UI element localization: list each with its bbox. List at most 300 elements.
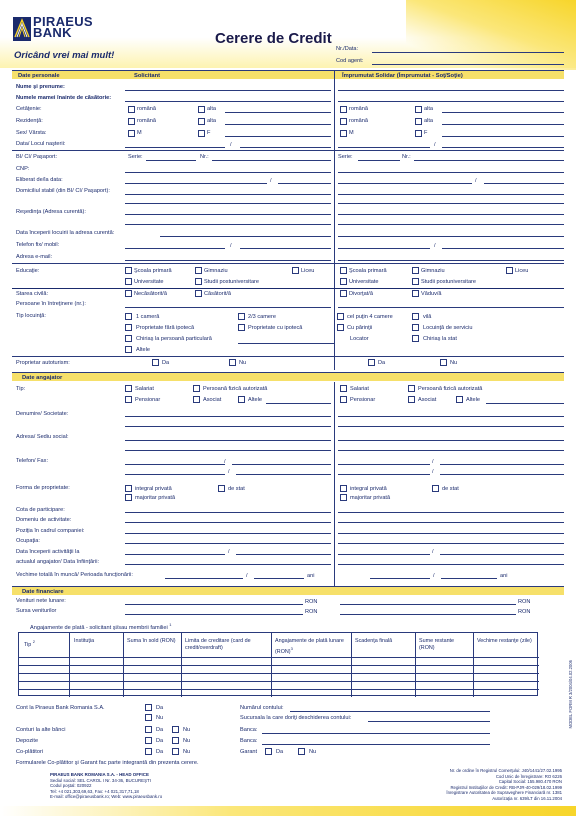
opt-alta-imp: alta: [424, 118, 434, 124]
checkbox-conturi-nu[interactable]: [172, 726, 179, 733]
field-fax-ang-imp[interactable]: [440, 464, 564, 465]
opt-coplatitori-nu: Nu: [183, 749, 191, 755]
field-telefon-fix[interactable]: [125, 248, 225, 249]
col-header-suma: Suma în sold (RON): [127, 638, 176, 644]
label-ron-imp: RON: [518, 609, 531, 615]
opt-scoala-imp: Şcoala primară: [349, 268, 387, 274]
opt-integral: integral privată: [135, 486, 172, 492]
checkbox-cont-da[interactable]: [145, 704, 152, 711]
label-actualul: actualul angajator/ Data înfiinţării:: [16, 559, 100, 565]
checkbox-altele-ang[interactable]: [238, 396, 245, 403]
field-varsta-imp[interactable]: [442, 136, 564, 137]
opt-vila: vilă: [423, 314, 432, 320]
field-nume-mamei[interactable]: [125, 101, 331, 102]
opt-o-camera: 1 cameră: [136, 314, 160, 320]
opt-universitate-imp: Universitate: [349, 279, 379, 285]
label-tip-angajator: Tip:: [16, 386, 26, 392]
field-venituri[interactable]: [125, 604, 303, 605]
slash: /: [475, 178, 477, 184]
formulare-note: Formularele Co-plătitor şi Garant fac parte integrantă din prezenta cerere.: [16, 760, 199, 766]
opt-salariat: Salariat: [135, 386, 154, 392]
col-angajamente-text: Angajamente de plată lunare (RON): [275, 638, 344, 655]
col-header-scadenta: Scadenţa finală: [355, 638, 393, 644]
field-data-locuirii-imp[interactable]: [338, 236, 564, 237]
slash: /: [432, 469, 434, 475]
checkbox-cont-nu[interactable]: [145, 714, 152, 721]
field-email-imp[interactable]: [338, 260, 564, 261]
field-domiciliu-imp[interactable]: [338, 194, 564, 195]
field-domiciliu-imp-2[interactable]: [338, 203, 564, 204]
slogan: Oricând vrei mai mult!: [14, 50, 115, 61]
column-solicitant: Solicitant: [134, 72, 161, 79]
field-pozitia-imp[interactable]: [338, 533, 564, 534]
label-numar-cont: Numărul contului:: [240, 705, 284, 711]
table-row[interactable]: [19, 665, 539, 666]
field-denumire-imp-2[interactable]: [338, 426, 564, 427]
label-stare-civila: Starea civilă:: [16, 291, 49, 297]
opt-patru-camere: cel puţin 4 camere: [347, 314, 393, 320]
field-perioada[interactable]: [254, 578, 304, 579]
obligations-table: [18, 632, 538, 696]
opt-locator: Locator: [350, 336, 369, 342]
field-telefon-ang[interactable]: [125, 464, 225, 465]
checkbox-vaduv[interactable]: [412, 290, 419, 297]
opt-coplatitori-da: Da: [156, 749, 164, 755]
table-row[interactable]: [19, 657, 539, 658]
checkbox-pensionar-imp[interactable]: [340, 396, 347, 403]
field-serie[interactable]: [146, 160, 196, 161]
field-nume-imp[interactable]: [338, 90, 564, 91]
footer-left-line: Sediul social: SEL CAROL I Nr. 34-36, BUCUREŞTI: [50, 777, 151, 783]
label-angajamente: [30, 621, 172, 632]
field-nume[interactable]: [125, 90, 331, 91]
opt-conturi-da: Da: [156, 727, 164, 733]
field-pozitia[interactable]: [125, 533, 331, 534]
label-ron-imp: RON: [518, 599, 531, 605]
opt-romana: română: [137, 106, 156, 112]
opt-salariat-imp: Salariat: [350, 386, 369, 392]
checkbox-cu-parintii[interactable]: [337, 324, 344, 331]
field-eliberat-imp[interactable]: [338, 183, 472, 184]
bank-name-line2: BANK: [33, 25, 72, 40]
field-telefon-mobil[interactable]: [240, 248, 331, 249]
label-ron: RON: [305, 599, 318, 605]
section-title-personal: Date personale: [18, 72, 60, 79]
field-sursa[interactable]: [125, 614, 303, 615]
field-persoane[interactable]: [125, 307, 331, 308]
footer-right-line: Autorizaţia nr. 639/LT din 16.11.2004: [492, 795, 562, 801]
opt-altele: Altele: [136, 347, 150, 353]
label-ani: ani: [307, 573, 315, 579]
label-garant: Garant: [240, 749, 258, 755]
label-email: Adresa e-mail:: [16, 254, 53, 260]
field-alta[interactable]: [225, 112, 331, 113]
cod-agent-label: Cod agent:: [336, 58, 364, 64]
slash: /: [434, 142, 436, 148]
slash: /: [432, 459, 434, 465]
label-coplatitori: Co-plătitori: [16, 749, 44, 755]
label-data-inceperii: Data începerii activităţii la: [16, 549, 80, 555]
checkbox-o-camera[interactable]: [125, 313, 132, 320]
field-data-infiintarii[interactable]: [236, 554, 331, 555]
footer-right-line: Înregistrare Autoritatea de Supraveghere Financiară nr. 1381: [446, 790, 562, 795]
field-denumire-imp[interactable]: [338, 416, 564, 417]
section-header-angajator: [12, 372, 564, 381]
footer-right-line: Cod Unic de Înregistrare: RO 6226: [495, 773, 562, 779]
label-sursa: Sursa veniturilor: [16, 608, 57, 614]
checkbox-coplatitori-da[interactable]: [145, 748, 152, 755]
checkbox-romana[interactable]: [128, 106, 135, 113]
checkbox-vila[interactable]: [412, 313, 419, 320]
label-forma: Forma de proprietate:: [16, 485, 70, 491]
field-eliberat-data[interactable]: [278, 183, 331, 184]
field-alta-imp[interactable]: [442, 124, 564, 125]
checkbox-m-imp[interactable]: [340, 130, 347, 137]
opt-nu-imp: Nu: [450, 360, 458, 366]
checkbox-scoala-imp[interactable]: [340, 267, 347, 274]
checkbox-altele-imp[interactable]: [456, 396, 463, 403]
field-telefon-mobil-imp[interactable]: [442, 248, 564, 249]
field-resedinta-imp-2[interactable]: [338, 224, 564, 225]
label-banca1: Banca:: [240, 727, 258, 733]
label-serie: Serie:: [128, 154, 143, 160]
field-adresa-imp-2[interactable]: [338, 450, 564, 451]
checkbox-divortat[interactable]: [340, 290, 347, 297]
col-header-tip: [24, 638, 66, 649]
opt-pensionar-imp: Pensionar: [350, 397, 376, 403]
opt-majoritar: majoritar privată: [135, 495, 176, 501]
field-alta-imp[interactable]: [442, 112, 564, 113]
checkbox-universitate-imp[interactable]: [340, 278, 347, 285]
checkbox-depozite-da[interactable]: [145, 737, 152, 744]
field-cnp-imp[interactable]: [338, 172, 564, 173]
label-nr: Nr.:: [200, 154, 209, 160]
opt-divortat: Divorţat/ă: [349, 291, 373, 297]
field-cota[interactable]: [125, 512, 331, 513]
divider: [12, 356, 564, 357]
opt-pensionar: Pensionar: [135, 397, 161, 403]
field-perioada-imp[interactable]: [441, 578, 497, 579]
field-denumire-2[interactable]: [125, 426, 331, 427]
label-telefon: Telefon fix/ mobil:: [16, 242, 60, 248]
label-sucursala: Sucursala la care doriţi deschiderea contului:: [240, 715, 352, 721]
checkbox-pensionar[interactable]: [125, 396, 132, 403]
label-educatie: Educaţie:: [16, 268, 40, 274]
checkbox-conturi-da[interactable]: [145, 726, 152, 733]
label-tip-locuinta: Tip locuinţă:: [16, 313, 46, 319]
checkbox-patru-camere[interactable]: [337, 313, 344, 320]
field-data-nasterii-imp[interactable]: [338, 147, 430, 148]
checkbox-liceu-imp[interactable]: [506, 267, 513, 274]
field-adresa[interactable]: [125, 440, 331, 441]
checkbox-salariat-imp[interactable]: [340, 385, 347, 392]
field-ocupatia-imp[interactable]: [338, 543, 564, 544]
checkbox-casatorit[interactable]: [195, 290, 202, 297]
opt-altele-imp: Altele: [466, 397, 480, 403]
field-banca1[interactable]: [262, 733, 490, 734]
checkbox-gimnaziu[interactable]: [195, 267, 202, 274]
field-banca2[interactable]: [262, 744, 490, 745]
checkbox-majoritar-imp[interactable]: [340, 494, 347, 501]
opt-chirias-stat: Chiriaş la stat: [423, 336, 457, 342]
field-nume-mamei-imp[interactable]: [338, 101, 564, 102]
opt-alta: alta: [207, 106, 217, 112]
nr-data-label: Nr./Data:: [336, 46, 359, 52]
opt-postuniv: Studii postuniversitare: [204, 279, 260, 285]
field-resedinta[interactable]: [125, 214, 331, 215]
divider: [12, 263, 564, 264]
field-telefon-ang-imp[interactable]: [338, 464, 430, 465]
field-data-inceperii-2[interactable]: [125, 564, 331, 565]
label-cota: Cota de participare:: [16, 507, 65, 513]
column-imprumutat: Împrumutat Solidar (Împrumutat - Soţ/Soţie): [342, 72, 463, 79]
field-domiciliu-2[interactable]: [125, 203, 331, 204]
divider: [12, 150, 564, 151]
field-vechime[interactable]: [165, 578, 243, 579]
label-conturi-alte: Conturi la alte bănci: [16, 727, 66, 733]
field-altele-imp[interactable]: [486, 403, 564, 404]
field-data-infiintarii-imp[interactable]: [440, 554, 564, 555]
label-proprietar-auto: Proprietar autoturism:: [16, 360, 70, 366]
checkbox-asociat[interactable]: [193, 396, 200, 403]
checkbox-integral[interactable]: [125, 485, 132, 492]
checkbox-salariat[interactable]: [125, 385, 132, 392]
opt-pfa-imp: Persoană fizică autorizată: [418, 386, 483, 392]
table-row[interactable]: [19, 673, 539, 674]
opt-altele-ang: Altele: [248, 397, 262, 403]
label-eliberat: Eliberat de/la data:: [16, 177, 63, 183]
checkbox-auto-da-imp[interactable]: [368, 359, 375, 366]
field-eliberat[interactable]: [125, 183, 267, 184]
opt-stat-imp: de stat: [442, 486, 459, 492]
label-ron: RON: [305, 609, 318, 615]
field-fax-ang-2[interactable]: [236, 474, 331, 475]
opt-romana: română: [137, 118, 156, 124]
checkbox-f[interactable]: [198, 130, 205, 137]
opt-f-imp: F: [424, 130, 428, 136]
footnote-marker: 3: [290, 646, 293, 651]
slash: /: [224, 459, 226, 465]
checkbox-depozite-nu[interactable]: [172, 737, 179, 744]
opt-casatorit: Căsătorit/ă: [204, 291, 232, 297]
field-vechime-imp[interactable]: [370, 578, 430, 579]
piraeus-logo-icon: [13, 17, 31, 41]
col-header-limita: Limita de creditare (card de credit/overdraft): [185, 638, 251, 651]
opt-gimnaziu-imp: Gimnaziu: [421, 268, 445, 274]
footer-left-line: Tel: +4 021,303,69,63, Fax: +4 021,317,71,18: [50, 788, 139, 794]
field-data-inceperii-imp-2[interactable]: [338, 564, 564, 565]
checkbox-alta-imp[interactable]: [415, 106, 422, 113]
field-domeniu[interactable]: [125, 522, 331, 523]
field-data-inceperii[interactable]: [125, 554, 225, 555]
field-denumire[interactable]: [125, 416, 331, 417]
col-tip-text: Tip: [24, 641, 32, 648]
bottom-yellow-strip: [0, 806, 576, 816]
checkbox-necasatorit[interactable]: [125, 290, 132, 297]
opt-liceu: Liceu: [301, 268, 315, 274]
field-telefon-fix-imp[interactable]: [338, 248, 430, 249]
checkbox-alta[interactable]: [198, 106, 205, 113]
opt-da-imp: Da: [378, 360, 386, 366]
label-domeniu: Domeniu de activitate:: [16, 517, 72, 523]
checkbox-asociat-imp[interactable]: [408, 396, 415, 403]
field-venituri-imp[interactable]: [340, 604, 516, 605]
opt-romana-imp: română: [349, 118, 368, 124]
field-locator[interactable]: [238, 343, 334, 344]
bank-name-line1: PIRAEUS: [33, 14, 93, 29]
field-nr-imp[interactable]: [414, 160, 564, 161]
bank-name: [33, 16, 93, 38]
opt-universitate: Universitate: [134, 279, 164, 285]
checkbox-m[interactable]: [128, 130, 135, 137]
field-resedinta-imp[interactable]: [338, 214, 564, 215]
field-loc-nasterii[interactable]: [240, 147, 331, 148]
field-fax-ang[interactable]: [232, 464, 331, 465]
table-row[interactable]: [19, 689, 539, 690]
checkbox-majoritar[interactable]: [125, 494, 132, 501]
slash: /: [246, 573, 248, 579]
checkbox-romana[interactable]: [128, 118, 135, 125]
slash: /: [434, 243, 436, 249]
checkbox-stat-imp[interactable]: [432, 485, 439, 492]
checkbox-pfa-imp[interactable]: [408, 385, 415, 392]
checkbox-scoala[interactable]: [125, 267, 132, 274]
field-sucursala[interactable]: [368, 721, 490, 722]
field-cnp[interactable]: [125, 172, 331, 173]
checkbox-fara-ipoteca[interactable]: [125, 324, 132, 331]
opt-cont-da: Da: [156, 705, 164, 711]
field-resedinta-2[interactable]: [125, 224, 331, 225]
field-domeniu-imp[interactable]: [338, 522, 564, 523]
cod-agent-field[interactable]: [372, 64, 564, 65]
checkbox-chirias-pf[interactable]: [125, 335, 132, 342]
column-divider: [334, 70, 335, 370]
checkbox-integral-imp[interactable]: [340, 485, 347, 492]
checkbox-f-imp[interactable]: [415, 130, 422, 137]
checkbox-doua-camere[interactable]: [238, 313, 245, 320]
field-nr[interactable]: [212, 160, 331, 161]
field-loc-nasterii-imp[interactable]: [442, 147, 564, 148]
field-telefon-ang-imp-2[interactable]: [338, 474, 430, 475]
checkbox-auto-nu[interactable]: [229, 359, 236, 366]
footer-right-line: Registrul Instituţiilor de Credit: RB-PJR-40-029/18.02.1999: [450, 784, 562, 790]
label-pozitia: Poziţia în cadrul companiei:: [16, 528, 85, 534]
label-cont: Cont la Piraeus Bank Romania S.A.: [16, 705, 105, 711]
table-row[interactable]: [19, 681, 539, 682]
footer-left: [50, 772, 162, 800]
opt-nu: Nu: [239, 360, 247, 366]
checkbox-auto-nu-imp[interactable]: [440, 359, 447, 366]
opt-serviciu: Locuinţă de serviciu: [423, 325, 473, 331]
field-data-locuirii[interactable]: [160, 236, 331, 237]
checkbox-coplatitori-nu[interactable]: [172, 748, 179, 755]
opt-asociat-imp: Asociat: [418, 397, 437, 403]
opt-garant-nu: Nu: [309, 749, 317, 755]
checkbox-alta-imp[interactable]: [415, 118, 422, 125]
field-data-inceperii-imp[interactable]: [338, 554, 430, 555]
field-cota-imp[interactable]: [338, 512, 564, 513]
checkbox-garant-nu[interactable]: [298, 748, 305, 755]
checkbox-alta[interactable]: [198, 118, 205, 125]
label-cnp: CNP:: [16, 166, 30, 172]
section-header-personal: [12, 70, 564, 79]
opt-garant-da: Da: [276, 749, 284, 755]
label-sex-varsta: Sex/ Vârsta:: [16, 130, 47, 136]
field-serie-imp[interactable]: [358, 160, 400, 161]
field-email[interactable]: [125, 260, 331, 261]
checkbox-gimnaziu-imp[interactable]: [412, 267, 419, 274]
section-title-financiare: Date financiare: [22, 588, 64, 595]
checkbox-garant-da[interactable]: [265, 748, 272, 755]
nr-data-field[interactable]: [372, 52, 564, 53]
field-data-nasterii[interactable]: [125, 147, 225, 148]
field-alta[interactable]: [225, 124, 331, 125]
angajamente-text: Angajamente de plată - solicitant şi/sau membrii familiei: [30, 624, 168, 631]
footer-left-line: E-mail: office@piraeusbank.ro; Web: www.piraeusbank.ro: [50, 794, 163, 800]
opt-integral-imp: integral privată: [350, 486, 387, 492]
label-rezidenta: Rezidenţă:: [16, 118, 43, 124]
field-adresa-2[interactable]: [125, 450, 331, 451]
label-ocupatia: Ocupaţia:: [16, 538, 40, 544]
checkbox-romana-imp[interactable]: [340, 118, 347, 125]
checkbox-universitate[interactable]: [125, 278, 132, 285]
field-altele-ang[interactable]: [266, 403, 331, 404]
opt-doua-camere: 2/3 camere: [248, 314, 276, 320]
label-banca2: Banca:: [240, 738, 258, 744]
label-telefon-fax: Telefon/ Fax:: [16, 458, 49, 464]
checkbox-serviciu[interactable]: [412, 324, 419, 331]
checkbox-romana-imp[interactable]: [340, 106, 347, 113]
checkbox-stat[interactable]: [218, 485, 225, 492]
checkbox-postuniv[interactable]: [195, 278, 202, 285]
checkbox-auto-da[interactable]: [152, 359, 159, 366]
footer-left-line: Codul poştal: 020922: [50, 783, 92, 789]
field-persoane-imp[interactable]: [338, 307, 564, 308]
opt-chirias-pf: Chiriaş la persoană particulară: [136, 336, 212, 342]
checkbox-altele[interactable]: [125, 346, 132, 353]
opt-m-imp: M: [349, 130, 354, 136]
opt-m: M: [137, 130, 142, 136]
field-telefon-ang-2[interactable]: [125, 474, 225, 475]
checkbox-chirias-stat[interactable]: [412, 335, 419, 342]
field-varsta[interactable]: [225, 136, 331, 137]
opt-alta: alta: [207, 118, 217, 124]
form-code: MODEL FORM R 3/2004/04.02.2006: [568, 660, 573, 729]
opt-scoala: Şcoala primară: [134, 268, 172, 274]
opt-majoritar-imp: majoritar privată: [350, 495, 391, 501]
label-depozite: Depozite: [16, 738, 39, 744]
field-eliberat-data-imp[interactable]: [484, 183, 564, 184]
field-domiciliu[interactable]: [125, 194, 331, 195]
footer-right-line: Capital Social: 155.980.470 RON: [498, 779, 562, 784]
col-header-institutia: Instituţia: [74, 638, 95, 644]
checkbox-liceu[interactable]: [292, 267, 299, 274]
field-sursa-imp[interactable]: [340, 614, 516, 615]
field-ocupatia[interactable]: [125, 543, 331, 544]
checkbox-postuniv-imp[interactable]: [412, 278, 419, 285]
field-numar-cont[interactable]: [290, 711, 490, 712]
checkbox-cu-ipoteca[interactable]: [238, 324, 245, 331]
footnote-marker: 2: [32, 639, 36, 644]
checkbox-pfa[interactable]: [193, 385, 200, 392]
field-fax-ang-imp-2[interactable]: [440, 474, 564, 475]
opt-conturi-nu: Nu: [183, 727, 191, 733]
opt-postuniv-imp: Studii postuniversitare: [421, 279, 477, 285]
label-denumire: Denumire/ Societate:: [16, 411, 69, 417]
field-adresa-imp[interactable]: [338, 440, 564, 441]
label-serie-imp: Serie:: [338, 154, 353, 160]
slash: /: [228, 549, 230, 555]
